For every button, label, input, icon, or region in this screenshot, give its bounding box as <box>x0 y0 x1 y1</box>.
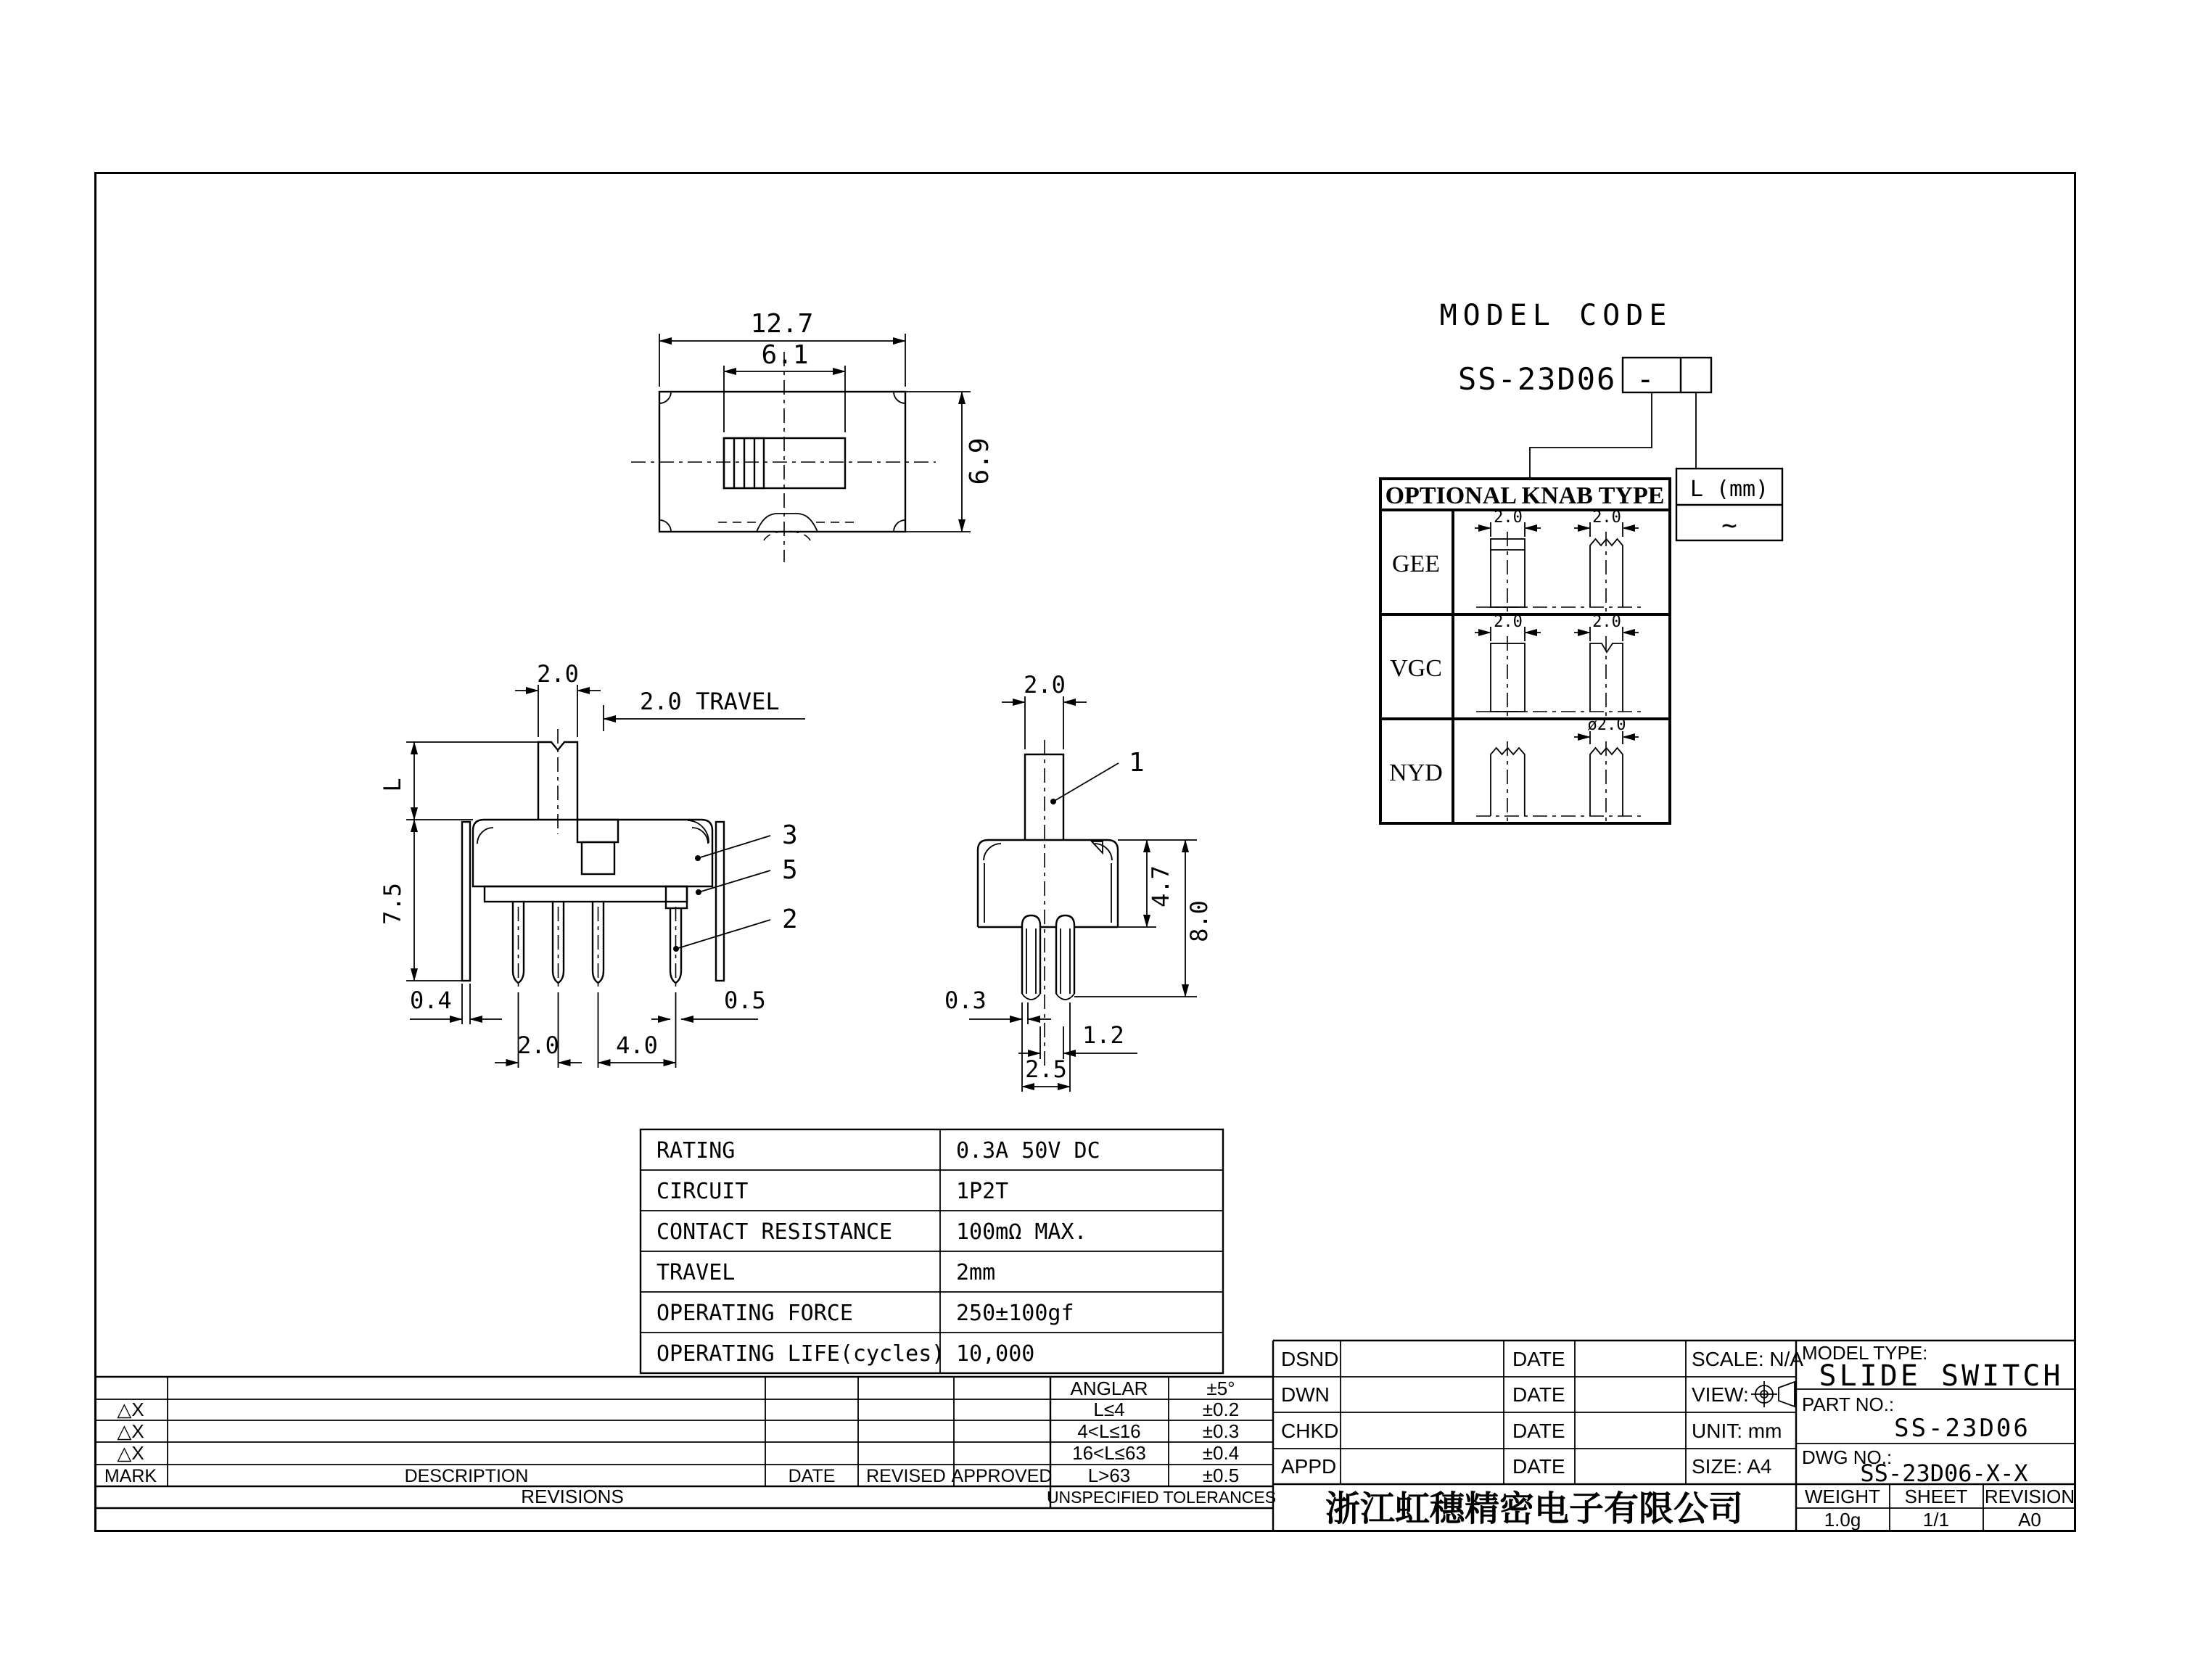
knob-row-label: VGC <box>1390 655 1442 682</box>
front-view-pins <box>513 902 681 988</box>
date-label: DATE <box>1512 1383 1565 1406</box>
role-appd: APPD <box>1281 1455 1337 1478</box>
tolerance-value: ±0.2 <box>1202 1399 1240 1420</box>
front-view-dimension-left-foot <box>410 984 502 1024</box>
dim-label: 2.0 TRAVEL <box>640 688 780 715</box>
weight-label: WEIGHT <box>1805 1486 1880 1507</box>
side-view-dimension-knob-width <box>1002 671 1087 749</box>
spec-label: RATING <box>656 1138 736 1164</box>
side-view-drawing <box>929 667 1349 1103</box>
size-value: SIZE: A4 <box>1692 1455 1772 1478</box>
knob-vgc-flat <box>1475 613 1541 717</box>
date-label: DATE <box>1512 1420 1565 1442</box>
revision-label: REVISION <box>1984 1486 2075 1507</box>
length-header: L (mm) <box>1689 477 1769 502</box>
dim-label: 6.9 <box>965 437 995 485</box>
date-label: DATE <box>1512 1455 1565 1478</box>
first-angle-projection-icon <box>1751 1381 1795 1407</box>
tolerance-range: ANGLAR <box>1070 1378 1148 1399</box>
spec-value: 250±100gf <box>956 1301 1074 1326</box>
side-view-dimension-pin-gap <box>1018 1021 1137 1059</box>
revisions-header-description: DESCRIPTION <box>404 1466 529 1486</box>
knob-vgc-notched <box>1574 613 1639 717</box>
revision-value: A0 <box>2018 1509 2041 1531</box>
knob-type-table <box>1371 464 1683 834</box>
dim-label: 2.0 <box>1494 613 1523 631</box>
tolerances-title: UNSPECIFIED TOLERANCES <box>1046 1488 1277 1507</box>
part-no-value: SS-23D06 <box>1894 1414 2030 1443</box>
dim-label: 7.5 <box>379 883 406 925</box>
model-type-value: SLIDE SWITCH <box>1819 1359 2064 1393</box>
front-view-dimension-knob-width <box>515 660 601 737</box>
callout-label: 5 <box>782 855 798 885</box>
tolerance-range: 4<L≤16 <box>1077 1420 1141 1442</box>
callout-label: 2 <box>782 905 798 934</box>
length-value: ~ <box>1721 511 1737 540</box>
spec-label: OPERATING LIFE(cycles) <box>656 1341 945 1367</box>
dim-label: 2.0 <box>537 660 579 688</box>
side-view-callout <box>1050 748 1145 804</box>
dim-label: 2.0 <box>517 1032 559 1059</box>
dim-label: 2.0 <box>1024 671 1066 699</box>
dim-label: L <box>379 778 406 792</box>
knob-row-label: NYD <box>1389 759 1443 786</box>
callout-label: 1 <box>1129 748 1145 778</box>
dim-label: 2.5 <box>1025 1055 1067 1083</box>
role-dwn: DWN <box>1281 1383 1330 1406</box>
spec-value: 10,000 <box>956 1341 1035 1367</box>
model-code-prefix: SS-23D06 - <box>1458 361 1656 397</box>
front-view-dimension-body-height <box>379 820 464 981</box>
dwg-no-value: SS-23D06-X-X <box>1860 1459 2028 1487</box>
unit-value: UNIT: mm <box>1692 1420 1782 1442</box>
model-code-title: MODEL CODE <box>1439 299 1673 332</box>
revisions-header-approved: APPROVED <box>951 1466 1053 1486</box>
tolerance-range: L>63 <box>1087 1465 1131 1486</box>
role-chkd: CHKD <box>1281 1420 1339 1442</box>
knob-nyd-serrated-plain <box>1491 741 1525 822</box>
revision-mark: △X <box>117 1442 144 1464</box>
top-view-drawing <box>392 290 1045 573</box>
title-block <box>1273 1341 2076 1532</box>
tolerance-value: ±5° <box>1206 1378 1235 1399</box>
callout-label: 3 <box>782 820 798 850</box>
scale-value: SCALE: N/A <box>1692 1348 1804 1370</box>
length-option-box <box>1676 469 1782 540</box>
date-label: DATE <box>1512 1348 1565 1370</box>
knob-nyd-serrated-dim <box>1574 716 1639 822</box>
revisions-header-date: DATE <box>788 1466 836 1486</box>
dim-label: 1.2 <box>1082 1021 1124 1049</box>
spec-value: 0.3A 50V DC <box>956 1138 1100 1164</box>
spec-label: CONTACT RESISTANCE <box>656 1219 893 1245</box>
view-label: VIEW: <box>1692 1383 1749 1406</box>
dwg-no-label: DWG NO.: <box>1802 1446 1893 1468</box>
tolerance-range: L≤4 <box>1093 1399 1125 1420</box>
dim-label: 0.3 <box>944 987 987 1014</box>
knob-gee-flat <box>1475 508 1541 613</box>
front-view-dimension-right-foot <box>651 987 766 1019</box>
dim-label: 12.7 <box>750 309 814 339</box>
side-view-terminals <box>1022 915 1074 1000</box>
dim-label: 8.0 <box>1185 900 1213 942</box>
spec-value: 100mΩ MAX. <box>956 1219 1087 1245</box>
sheet-label: SHEET <box>1904 1486 1968 1507</box>
role-dsnd: DSND <box>1281 1348 1339 1370</box>
title-block-area <box>87 1327 2089 1539</box>
knob-gee-serrated <box>1574 508 1639 613</box>
revisions-header-revised: REVISED <box>866 1466 946 1486</box>
tolerance-value: ±0.4 <box>1202 1442 1240 1464</box>
revision-mark: △X <box>117 1399 144 1420</box>
front-view-dimension-knob-height <box>379 742 538 820</box>
side-view-knob <box>1025 740 1063 1070</box>
revisions-header-mark: MARK <box>104 1466 157 1486</box>
dim-label: 2.0 <box>1592 613 1621 631</box>
front-view-dimension-pin-span <box>598 992 676 1068</box>
top-view-body <box>631 352 936 562</box>
dim-label: ø2.0 <box>1587 716 1626 734</box>
knob-table-title: OPTIONAL KNAB TYPE <box>1385 482 1665 509</box>
tolerance-value: ±0.5 <box>1202 1465 1240 1486</box>
spec-label: CIRCUIT <box>656 1179 749 1204</box>
revisions-footer: REVISIONS <box>521 1486 624 1507</box>
company-name: 浙江虹穗精密电子有限公司 <box>1325 1490 1744 1528</box>
sheet-value: 1/1 <box>1922 1509 1950 1531</box>
dim-label: 4.7 <box>1147 865 1174 907</box>
dim-label: 4.0 <box>616 1032 658 1059</box>
spec-value: 1P2T <box>956 1179 1009 1204</box>
front-view-dimension-pin-pitch <box>495 992 582 1068</box>
dim-label: 0.5 <box>724 987 766 1014</box>
dim-label: 0.4 <box>410 987 452 1014</box>
front-view-knob <box>538 729 577 834</box>
tolerance-range: 16<L≤63 <box>1072 1442 1146 1464</box>
side-view-dimension-total <box>1074 840 1213 997</box>
model-type-label: MODEL TYPE: <box>1802 1342 1928 1364</box>
spec-label: OPERATING FORCE <box>656 1301 853 1326</box>
spec-value: 2mm <box>956 1260 996 1285</box>
part-no-label: PART NO.: <box>1802 1393 1895 1415</box>
tolerance-value: ±0.3 <box>1202 1420 1240 1442</box>
dim-label: 6.1 <box>761 340 809 370</box>
spec-label: TRAVEL <box>656 1260 736 1285</box>
weight-value: 1.0g <box>1824 1509 1861 1531</box>
front-view-drawing <box>377 653 885 1099</box>
knob-row-label: GEE <box>1391 551 1441 577</box>
dim-label: 2.0 <box>1494 508 1523 527</box>
dim-label: 2.0 <box>1592 508 1621 527</box>
front-view-dimension-travel <box>604 688 805 731</box>
revision-mark: △X <box>117 1420 144 1442</box>
side-view-body <box>978 840 1118 927</box>
